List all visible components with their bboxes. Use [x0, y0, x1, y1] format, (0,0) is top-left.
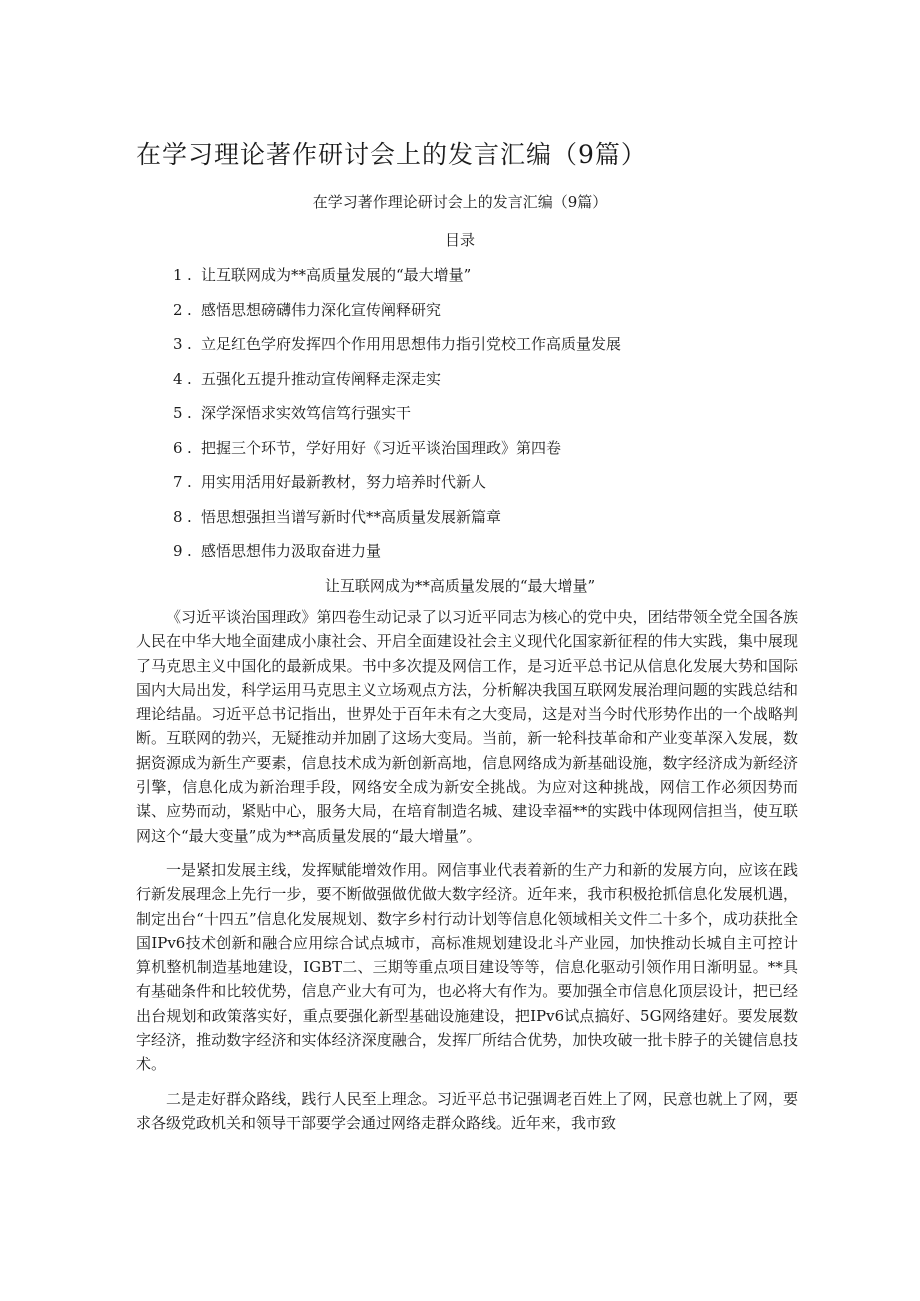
- toc-item-label: 把握三个环节，学好用好《习近平谈治国理政》第四卷: [201, 438, 562, 457]
- toc-item-number: 6: [173, 438, 183, 457]
- toc-item-number: 1: [173, 266, 183, 284]
- toc-item: 5 . 深学深悟求实效笃信笃行强实干: [173, 396, 813, 431]
- toc-item-number: 7: [173, 473, 183, 491]
- toc-item-label: 立足红色学府发挥四个作用用思想伟力指引党校工作高质量发展: [201, 335, 622, 353]
- body-paragraph: 《习近平谈治国理政》第四卷生动记录了以习近平同志为核心的党中央，团结带领全党全国各族人民在中华大地全面建成小康社会、开启全面建设社会主义现代化国家新征程的伟大实践，集中展现了马克思主义中国化的最新成果。书中多次提及网信工作，是习近平总书记从信息化发展大势和国际国内大局出发，科学运用马克思主义立场观点方法，分析解决我国互联网发展治理问题的实践总结和理论结晶。习近平总书记指出，世界处于百年未有之大变局，这是对当今时代形势作出的一个战略判断。互联网的勃兴，无疑推动并加剧了这场大变局。当前，新一轮科技革命和产业变革深入发展，数据资源成为新生产要素，信息技术成为新创新高地，信息网络成为新基础设施，数字经济成为新经济引擎，信息化成为新治理手段，网络安全成为新安全挑战。为应对这种挑战，网信工作必须因势而谋、应势而动，紧贴中心，服务大局，在培育制造名城、建设幸福**的实践中体现网信担当，使互联网这个“最大变量”成为**高质量发展的“最大增量”。: [136, 608, 798, 845]
- toc-item-label: 五强化五提升推动宣传阐释走深走实: [201, 369, 442, 388]
- toc-item: 9 . 感悟思想伟力汲取奋进力量: [173, 534, 813, 569]
- toc-item-number: 3: [173, 335, 183, 353]
- toc-item-number: 9: [173, 542, 183, 560]
- toc-item: 6 . 把握三个环节，学好用好《习近平谈治国理政》第四卷: [173, 431, 813, 466]
- toc-item-number: 4: [173, 369, 183, 388]
- toc-item-label: 悟思想强担当谱写新时代**高质量发展新篇章: [201, 507, 502, 526]
- toc-item-number: 8: [173, 507, 183, 526]
- section-heading: 让互联网成为**高质量发展的“最大增量”: [324, 577, 596, 595]
- document-title: 在学习理论著作研讨会上的发言汇编（9篇）: [136, 140, 647, 169]
- toc-item: 8 . 悟思想强担当谱写新时代**高质量发展新篇章: [173, 500, 813, 535]
- toc-item-label: 深学深悟求实效笃信笃行强实干: [201, 404, 412, 422]
- document-subtitle: 在学习著作理论研讨会上的发言汇编（9篇）: [312, 193, 608, 211]
- toc-item-label: 用实用活用好最新教材，努力培养时代新人: [201, 473, 487, 491]
- toc-item: 2 . 感悟思想磅礴伟力深化宣传阐释研究: [173, 293, 813, 328]
- toc-item: 1 . 让互联网成为**高质量发展的“最大增量”: [173, 258, 813, 293]
- body-paragraph: 一是紧扣发展主线，发挥赋能增效作用。网信事业代表着新的生产力和新的发展方向，应该在践行新发展理念上先行一步，要不断做强做优做大数字经济。近年来，我市积极抢抓信息化发展机遇，制定出台“十四五”信息化发展规划、数字乡村行动计划等信息化领域相关文件二十多个，成功获批全国IPv6技术创新和融合应用综合试点城市，高标准规划建设北斗产业园，加快推动长城自主可控计算机整机制造基地建设，IGBT二、三期等重点项目建设等等，信息化驱动引领作用日渐明显。**具有基础条件和比较优势，信息产业大有可为，也必将大有作为。要加强全市信息化顶层设计，把已经出台规划和政策落实好，重点要强化新型基础设施建设，把IPv6试点搞好、5G网络建好。要发展数字经济，推动数字经济和实体经济深度融合，发挥厂所结合优势，加快攻破一批卡脖子的关键信息技术。: [136, 860, 798, 1074]
- toc-heading: 目录: [444, 231, 475, 249]
- toc-item: 4 . 五强化五提升推动宣传阐释走深走实: [173, 362, 813, 397]
- table-of-contents: [173, 258, 813, 569]
- body-paragraph: 二是走好群众路线，践行人民至上理念。习近平总书记强调老百姓上了网，民意也就上了网，要求各级党政机关和领导干部要学会通过网络走群众路线。近年来，我市致: [136, 1089, 798, 1132]
- toc-item-label: 感悟思想伟力汲取奋进力量: [201, 542, 382, 560]
- toc-item-number: 2: [173, 300, 183, 319]
- toc-item-label: 让互联网成为**高质量发展的“最大增量”: [201, 266, 472, 284]
- toc-item-label: 感悟思想磅礴伟力深化宣传阐释研究: [201, 300, 442, 319]
- toc-item: 7 . 用实用活用好最新教材，努力培养时代新人: [173, 465, 813, 500]
- toc-item: 3 . 立足红色学府发挥四个作用用思想伟力指引党校工作高质量发展: [173, 327, 813, 362]
- toc-item-number: 5: [173, 404, 183, 422]
- section-body: [136, 605, 798, 1145]
